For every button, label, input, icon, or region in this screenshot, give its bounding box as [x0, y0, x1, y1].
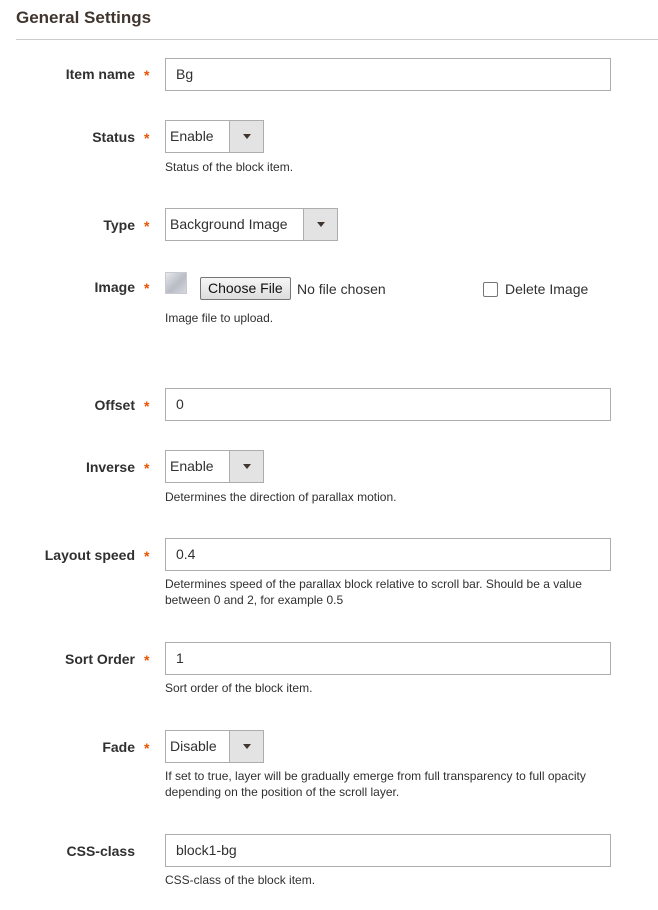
- delete-image-label[interactable]: Delete Image: [505, 281, 589, 297]
- type-select-toggle[interactable]: [303, 209, 337, 240]
- required-marker: *: [144, 218, 150, 234]
- chevron-down-icon: [243, 464, 251, 469]
- item-name-label: Item name: [65, 66, 135, 82]
- inverse-select-value: Enable: [170, 458, 214, 474]
- sort-order-label: Sort Order: [64, 651, 135, 667]
- fade-label: Fade: [102, 739, 135, 755]
- fade-select-value: Disable: [170, 738, 217, 754]
- chevron-down-icon: [317, 222, 325, 227]
- chevron-down-icon: [243, 134, 251, 139]
- required-marker: *: [144, 652, 150, 668]
- css-class-label: CSS-class: [66, 843, 135, 859]
- required-marker: *: [144, 398, 150, 414]
- delete-image-checkbox[interactable]: [483, 282, 498, 297]
- fade-note: If set to true, layer will be gradually emerge from full transparency to full opacity depending on the position of the scroll layer.: [165, 769, 586, 799]
- chevron-down-icon: [243, 744, 251, 749]
- required-marker: *: [144, 67, 150, 83]
- css-class-note: CSS-class of the block item.: [165, 873, 316, 887]
- type-select[interactable]: [165, 208, 338, 241]
- sort-order-note: Sort order of the block item.: [165, 681, 313, 695]
- type-select-value: Background Image: [170, 216, 288, 232]
- required-marker: *: [144, 740, 150, 756]
- status-select[interactable]: [165, 120, 264, 153]
- status-select-value: Enable: [170, 128, 214, 144]
- required-marker: *: [144, 460, 150, 476]
- fade-select-toggle[interactable]: [229, 731, 263, 762]
- type-label: Type: [103, 217, 135, 233]
- offset-label: Offset: [94, 397, 135, 413]
- required-marker: *: [144, 548, 150, 564]
- item-name-input[interactable]: Bg: [165, 58, 611, 91]
- layout-speed-note: Determines speed of the parallax block relative to scroll bar. Should be a value between 0 and 2, for example 0.5: [165, 577, 582, 607]
- inverse-select[interactable]: [165, 450, 264, 483]
- sort-order-input[interactable]: 1: [165, 642, 611, 675]
- image-label: Image: [94, 279, 135, 295]
- section-divider: [16, 39, 658, 40]
- section-title: General Settings: [16, 8, 152, 27]
- layout-speed-input[interactable]: 0.4: [165, 538, 611, 571]
- choose-file-button[interactable]: Choose File: [200, 277, 291, 300]
- inverse-select-toggle[interactable]: [229, 451, 263, 482]
- inverse-note: Determines the direction of parallax motion.: [165, 490, 397, 504]
- status-select-toggle[interactable]: [229, 121, 263, 152]
- image-note: Image file to upload.: [165, 311, 274, 325]
- inverse-label: Inverse: [85, 459, 135, 475]
- css-class-input[interactable]: block1-bg: [165, 834, 611, 867]
- offset-input[interactable]: 0: [165, 388, 611, 421]
- file-status-text: No file chosen: [297, 281, 386, 297]
- status-note: Status of the block item.: [165, 160, 294, 174]
- image-thumbnail[interactable]: [165, 272, 187, 294]
- layout-speed-label: Layout speed: [44, 547, 135, 563]
- status-label: Status: [92, 129, 135, 145]
- required-marker: *: [144, 130, 150, 146]
- required-marker: *: [144, 280, 150, 296]
- fade-select[interactable]: [165, 730, 264, 763]
